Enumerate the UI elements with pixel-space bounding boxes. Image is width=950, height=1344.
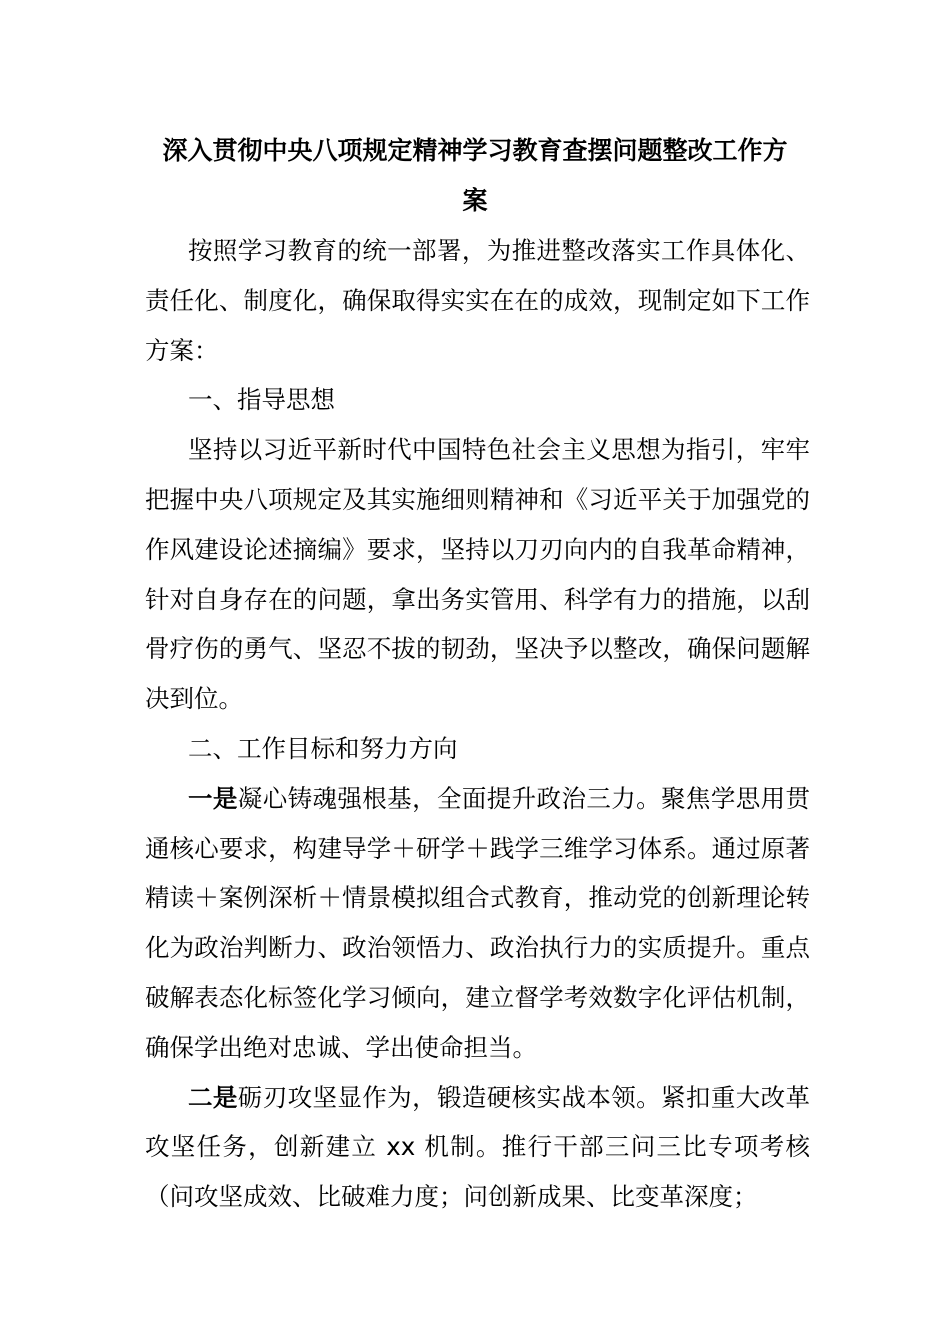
intro-paragraph: 按照学习教育的统一部署，为推进整改落实工作具体化、责任化、制度化，确保取得实实在在的成效，现制定如下工作方案：	[145, 236, 810, 365]
item-2-paragraph	[145, 1073, 810, 1222]
title-line-1: 深入贯彻中央八项规定精神学习教育查摆问题整改工作方	[162, 136, 788, 165]
section-2-heading: 二、工作目标和努力方向	[188, 733, 458, 763]
title-line-2: 案	[462, 186, 488, 215]
document-body	[145, 226, 810, 1222]
document-title	[145, 126, 805, 226]
item-1-text: 凝心铸魂强根基，全面提升政治三力。聚焦学思用贯通核心要求，构建导学＋研学＋践学三维学习体系。通过原著精读＋案例深析＋情景模拟组合式教育，推动党的创新理论转化为政治判断力、政治领悟力、政治执行力的实质提升。重点破解表态化标签化学习倾向，建立督学考效数字化评估机制，确保学出绝对忠诚、学出使命担当。	[145, 783, 811, 1062]
item-1-lead: 一是	[188, 783, 238, 813]
item-2-text: 砺刃攻坚显作为，锻造硬核实战本领。紧扣重大改革攻坚任务，创新建立 xx 机制。推行干部三问三比专项考核（问攻坚成效、比破难力度；问创新成果、比变革深度；	[145, 1082, 811, 1212]
item-1-paragraph	[145, 774, 810, 1073]
section-1-heading: 一、指导思想	[188, 385, 335, 415]
item-2-lead: 二是	[188, 1082, 238, 1112]
section-1-paragraph: 坚持以习近平新时代中国特色社会主义思想为指引，牢牢把握中央八项规定及其实施细则精神和《习近平关于加强党的作风建设论述摘编》要求，坚持以刀刃向内的自我革命精神，针对自身存在的问题，拿出务实管用、科学有力的措施，以刮骨疗伤的勇气、坚忍不拔的韧劲，坚决予以整改，确保问题解决到位。	[145, 435, 810, 714]
